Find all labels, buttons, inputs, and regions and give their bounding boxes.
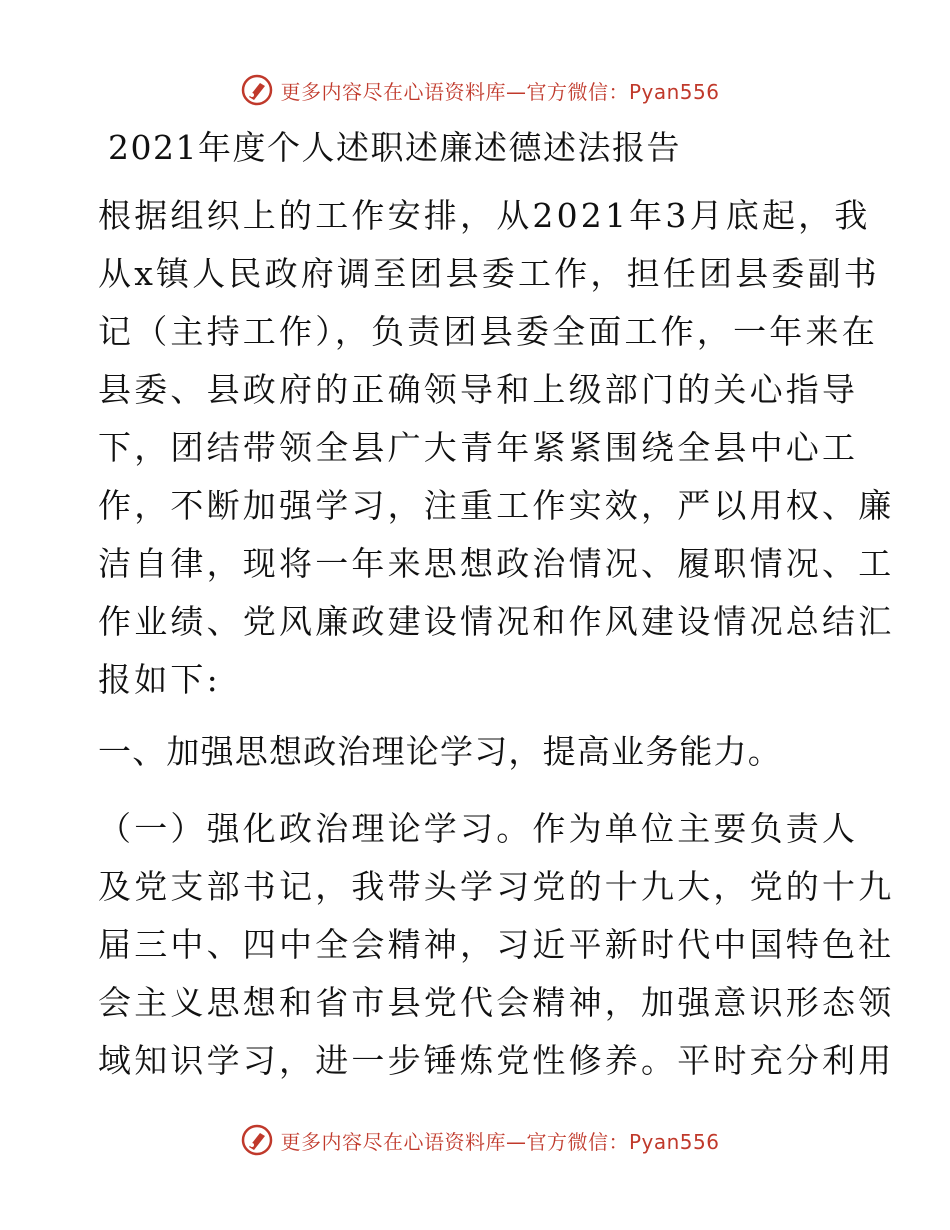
body-line: 作业绩、党风廉政建设情况和作风建设情况总结汇 bbox=[98, 602, 895, 641]
section-line: 域知识学习，进一步锤炼党性修养。平时充分利用 bbox=[98, 1041, 895, 1080]
pen-nib-circle-icon bbox=[240, 1123, 274, 1157]
body-line: 从x镇人民政府调至团县委工作，担任团县委副书 bbox=[98, 254, 881, 293]
watermark-text: 更多内容尽在心语资料库—官方微信：Pyan556 bbox=[280, 1129, 720, 1154]
section-line: （一）强化政治理论学习。作为单位主要负责人 bbox=[98, 809, 859, 848]
watermark-group bbox=[240, 73, 719, 107]
body-line: 记（主持工作），负责团县委全面工作，一年来在 bbox=[98, 312, 878, 351]
watermark-group bbox=[240, 1123, 719, 1157]
body-line: 报如下: bbox=[98, 660, 221, 699]
section-line: 会主义思想和省市县党代会精神，加强意识形态领 bbox=[98, 983, 895, 1022]
body-line: 下，团结带领全县广大青年紧紧围绕全县中心工 bbox=[98, 428, 859, 467]
body-line: 根据组织上的工作安排，从2021年3月底起，我 bbox=[98, 196, 871, 235]
body-line: 作，不断加强学习，注重工作实效，严以用权、廉 bbox=[98, 486, 895, 525]
footer-watermark bbox=[0, 1120, 950, 1160]
section-line: 届三中、四中全会精神，习近平新时代中国特色社 bbox=[98, 925, 895, 964]
section-line: 及党支部书记，我带头学习党的十九大，党的十九 bbox=[98, 867, 895, 906]
body-line: 洁自律，现将一年来思想政治情况、履职情况、工 bbox=[98, 544, 895, 583]
document-title: 2021年度个人述职述廉述德述法报告 bbox=[108, 128, 681, 167]
body-line: 县委、县政府的正确领导和上级部门的关心指导 bbox=[98, 370, 859, 409]
watermark-text: 更多内容尽在心语资料库—官方微信：Pyan556 bbox=[280, 79, 720, 104]
pen-nib-circle-icon bbox=[240, 73, 274, 107]
header-watermark bbox=[0, 70, 950, 110]
section-heading: 一、加强思想政治理论学习，提高业务能力。 bbox=[98, 732, 782, 771]
